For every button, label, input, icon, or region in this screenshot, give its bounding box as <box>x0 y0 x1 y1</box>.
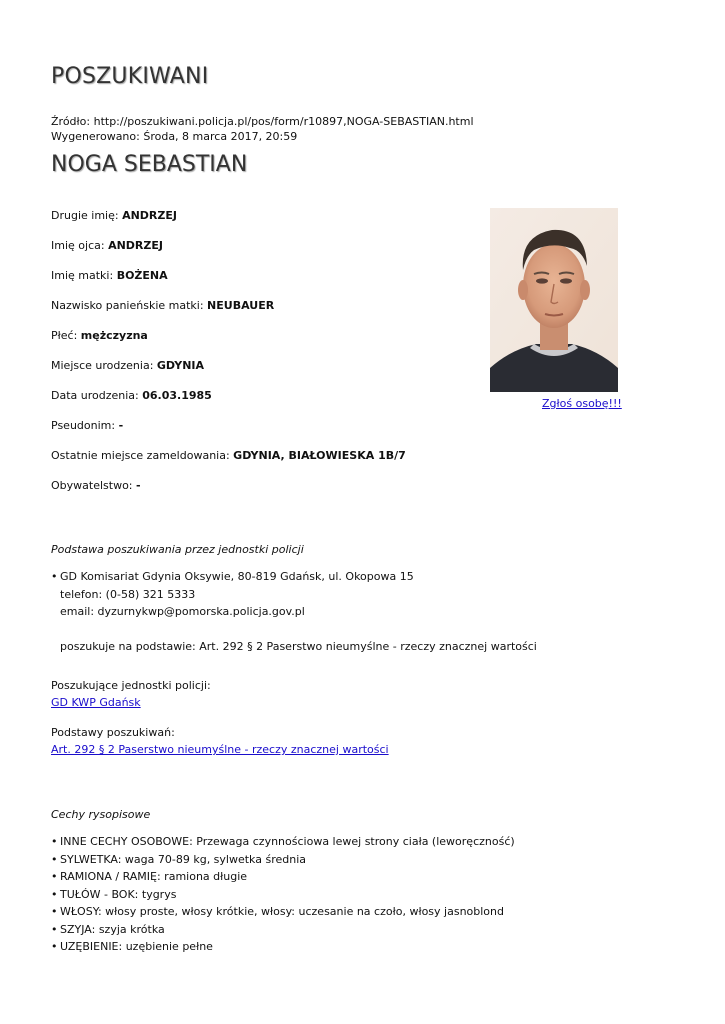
person-photo <box>490 208 618 392</box>
wanted-basis: poszukuje na podstawie: Art. 292 § 2 Paserstwo nieumyślne - rzeczy znacznej wartości <box>60 640 537 653</box>
field-row <box>51 479 406 509</box>
description-section-title: Cechy rysopisowe <box>51 808 151 821</box>
field-label: Ostatnie miejsce zameldowania: <box>51 449 230 462</box>
field-value: - <box>136 479 141 492</box>
generated-label: Wygenerowano: <box>51 130 140 143</box>
basis-unit-list <box>51 568 414 621</box>
source-line <box>51 114 474 129</box>
field-value: - <box>118 419 124 432</box>
description-list <box>51 833 515 956</box>
source-url: http://poszukiwani.policja.pl/pos/form/r10897,NOGA-SEBASTIAN.html <box>93 115 474 128</box>
field-label: Data urodzenia: <box>51 389 139 402</box>
field-label: Płeć: <box>51 329 78 342</box>
generated-value: Środa, 8 marca 2017, 20:59 <box>143 130 298 143</box>
unit-phone: telefon: (0-58) 321 5333 <box>60 587 196 601</box>
search-basis-label: Podstawy poszukiwań: <box>51 726 175 739</box>
person-fields <box>51 209 406 509</box>
search-basis-link[interactable]: Art. 292 § 2 Paserstwo nieumyślne - rzeczy znacznej wartości <box>51 743 389 756</box>
field-label: Obywatelstwo: <box>51 479 133 492</box>
list-item: • WŁOSY: włosy proste, włosy krótkie, włosy: uczesanie na czoło, włosy jasnoblond <box>51 903 515 921</box>
field-row <box>51 209 406 239</box>
generated-line <box>51 129 474 144</box>
list-item: • UZĘBIENIE: uzębienie pełne <box>51 938 515 956</box>
person-name: NOGA SEBASTIAN <box>51 152 248 177</box>
unit-email: email: dyzurnykwp@pomorska.policja.gov.pl <box>60 605 305 618</box>
field-value: GDYNIA <box>156 359 205 372</box>
field-value: ANDRZEJ <box>108 239 163 252</box>
report-person-link[interactable]: Zgłoś osobę!!! <box>542 397 622 410</box>
list-item: • SYLWETKA: waga 70-89 kg, sylwetka średnia <box>51 851 515 869</box>
field-label: Pseudonim: <box>51 419 116 432</box>
field-value: ANDRZEJ <box>122 209 177 222</box>
field-value: mężczyzna <box>80 329 148 342</box>
field-row <box>51 419 406 449</box>
field-row <box>51 269 406 299</box>
document-meta <box>51 114 474 144</box>
searching-units-link[interactable]: GD KWP Gdańsk <box>51 696 141 709</box>
field-value: BOŻENA <box>116 269 168 282</box>
field-row <box>51 299 406 329</box>
list-item: • INNE CECHY OSOBOWE: Przewaga czynnościowa lewej strony ciała (leworęczność) <box>51 833 515 851</box>
field-label: Imię ojca: <box>51 239 105 252</box>
field-row <box>51 239 406 269</box>
basis-section-title: Podstawa poszukiwania przez jednostki policji <box>51 543 304 556</box>
field-value: GDYNIA, BIAŁOWIESKA 1B/7 <box>233 449 406 462</box>
field-row <box>51 329 406 359</box>
document-title: POSZUKIWANI <box>51 64 209 89</box>
field-label: Nazwisko panieńskie matki: <box>51 299 204 312</box>
field-row <box>51 359 406 389</box>
list-item <box>51 568 414 621</box>
source-label: Źródło: <box>51 115 91 128</box>
field-value: 06.03.1985 <box>142 389 212 402</box>
field-label: Drugie imię: <box>51 209 119 222</box>
list-item: • RAMIONA / RAMIĘ: ramiona długie <box>51 868 515 886</box>
portrait-image <box>490 208 618 392</box>
field-label: Imię matki: <box>51 269 114 282</box>
list-item: • SZYJA: szyja krótka <box>51 921 515 939</box>
field-value: NEUBAUER <box>207 299 275 312</box>
field-row <box>51 389 406 419</box>
field-row <box>51 449 406 479</box>
unit-name: GD Komisariat Gdynia Oksywie, 80-819 Gdańsk, ul. Okopowa 15 <box>60 570 414 583</box>
field-label: Miejsce urodzenia: <box>51 359 154 372</box>
list-item: • TUŁÓW - BOK: tygrys <box>51 886 515 904</box>
searching-units-label: Poszukujące jednostki policji: <box>51 679 211 692</box>
